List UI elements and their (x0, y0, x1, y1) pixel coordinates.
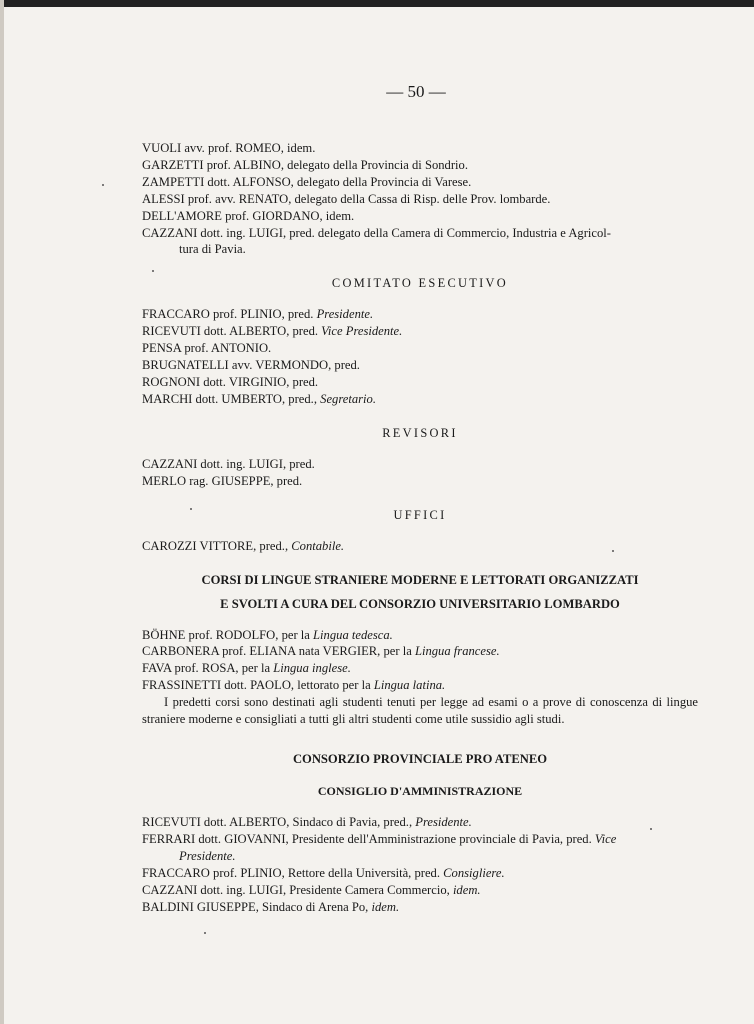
member-name: MARCHI dott. UMBERTO, pred., (142, 391, 321, 406)
member-role: Contabile. (291, 538, 345, 553)
member-name: FAVA prof. ROSA, per la (142, 661, 274, 676)
member-name: FRACCARO prof. PLINIO, pred. (142, 307, 317, 322)
list-item (142, 306, 698, 323)
list-item: DELL'AMORE prof. GIORDANO, idem. (142, 208, 355, 223)
list-item: CAZZANI dott. ing. LUIGI, pred. (142, 456, 315, 471)
list-item (142, 660, 698, 677)
member-role: idem. (452, 882, 481, 897)
section-heading-consorzio: CONSORZIO PROVINCIALE PRO ATENEO (292, 752, 548, 767)
list-item (142, 357, 698, 374)
list-item (142, 677, 698, 694)
member-name: ROGNONI dott. VIRGINIO, pred. (142, 374, 319, 389)
list-item (142, 627, 698, 644)
member-role: idem. (371, 899, 400, 914)
member-name: PENSA prof. ANTONIO. (142, 341, 272, 356)
uffici-members-list (142, 538, 698, 555)
list-item: VUOLI avv. prof. ROMEO, idem. (142, 141, 316, 155)
member-role: Vice Presidente. (321, 324, 403, 339)
list-item (142, 831, 698, 848)
member-name: CAZZANI dott. ing. LUIGI, Presidente Camera Commercio, (142, 882, 453, 897)
member-role: Vice (594, 832, 617, 847)
list-item-continuation: Presidente. (179, 848, 236, 863)
member-role: Lingua latina. (373, 678, 446, 693)
list-item (142, 340, 698, 357)
member-role: Segretario. (320, 391, 376, 406)
list-item (142, 899, 698, 916)
scan-speck (204, 932, 206, 934)
list-item (142, 865, 698, 882)
scan-top-border (0, 0, 754, 7)
list-item (142, 538, 698, 555)
page-number: — 50 — (386, 82, 446, 101)
revisori-members-list (142, 456, 698, 490)
corsi-members-list (142, 627, 698, 729)
list-item: GARZETTI prof. ALBINO, delegato della Provincia di Sondrio. (142, 157, 468, 172)
member-name: FERRARI dott. GIOVANNI, Presidente dell'Amministrazione provinciale di Pavia, pred. (142, 832, 595, 847)
member-name: BALDINI GIUSEPPE, Sindaco di Arena Po, (142, 899, 372, 914)
member-role: Presidente. (316, 307, 374, 322)
member-name: FRASSINETTI dott. PAOLO, lettorato per la (142, 678, 374, 693)
member-role: Presidente. (415, 815, 472, 830)
page-content (142, 140, 698, 916)
section-heading-uffici: UFFICI (393, 507, 447, 522)
list-item (142, 374, 698, 391)
council-members-list (142, 140, 698, 258)
member-name: RICEVUTI dott. ALBERTO, Sindaco di Pavia, pred., (142, 815, 416, 830)
consorzio-members-list (142, 814, 698, 915)
list-item: MERLO rag. GIUSEPPE, pred. (142, 473, 303, 488)
list-item (142, 643, 698, 660)
list-item (142, 882, 698, 899)
comitato-members-list (142, 306, 698, 407)
scan-left-edge (0, 0, 4, 1024)
list-item: ZAMPETTI dott. ALFONSO, delegato della Provincia di Varese. (142, 174, 472, 189)
list-item: ALESSI prof. avv. RENATO, delegato della Cassa di Risp. delle Prov. lombarde. (142, 191, 551, 206)
section-heading-comitato: COMITATO ESECUTIVO (331, 276, 509, 291)
list-item (142, 323, 698, 340)
member-role: Lingua francese. (414, 644, 500, 659)
member-role: Lingua inglese. (273, 661, 351, 676)
list-item: CAZZANI dott. ing. LUIGI, pred. delegato della Camera di Commercio, Industria e Agricol- (142, 225, 611, 240)
member-role: Lingua tedesca. (313, 627, 393, 642)
list-item-continuation: tura di Pavia. (179, 242, 246, 257)
member-name: BÖHNE prof. RODOLFO, per la (142, 627, 314, 642)
list-item (142, 814, 698, 831)
section-heading-corsi: CORSI DI LINGUE STRANIERE MODERNE E LETTORATI ORGANIZZATI (201, 572, 639, 587)
list-item (142, 391, 698, 408)
member-role: Consigliere. (443, 865, 505, 880)
section-heading-corsi-line2: E SVOLTI A CURA DEL CONSORZIO UNIVERSITARIO LOMBARDO (220, 596, 620, 611)
member-name: RICEVUTI dott. ALBERTO, pred. (142, 324, 322, 339)
member-name: FRACCARO prof. PLINIO, Rettore della Università, pred. (142, 865, 444, 880)
corsi-note-paragraph: I predetti corsi sono destinati agli studenti tenuti per legge ad esami o a prove di conoscenza di lingue straniere moderne e consigliati a tutti gli altri studenti come utile sussidio agli studi. (142, 695, 698, 727)
section-subheading-consiglio: CONSIGLIO D'AMMINISTRAZIONE (317, 784, 523, 799)
member-name: CARBONERA prof. ELIANA nata VERGIER, per la (142, 644, 415, 659)
section-heading-revisori: REVISORI (382, 425, 458, 440)
member-name: CAROZZI VITTORE, pred., (142, 538, 292, 553)
scan-speck (102, 184, 104, 186)
member-name: BRUGNATELLI avv. VERMONDO, pred. (142, 358, 360, 373)
